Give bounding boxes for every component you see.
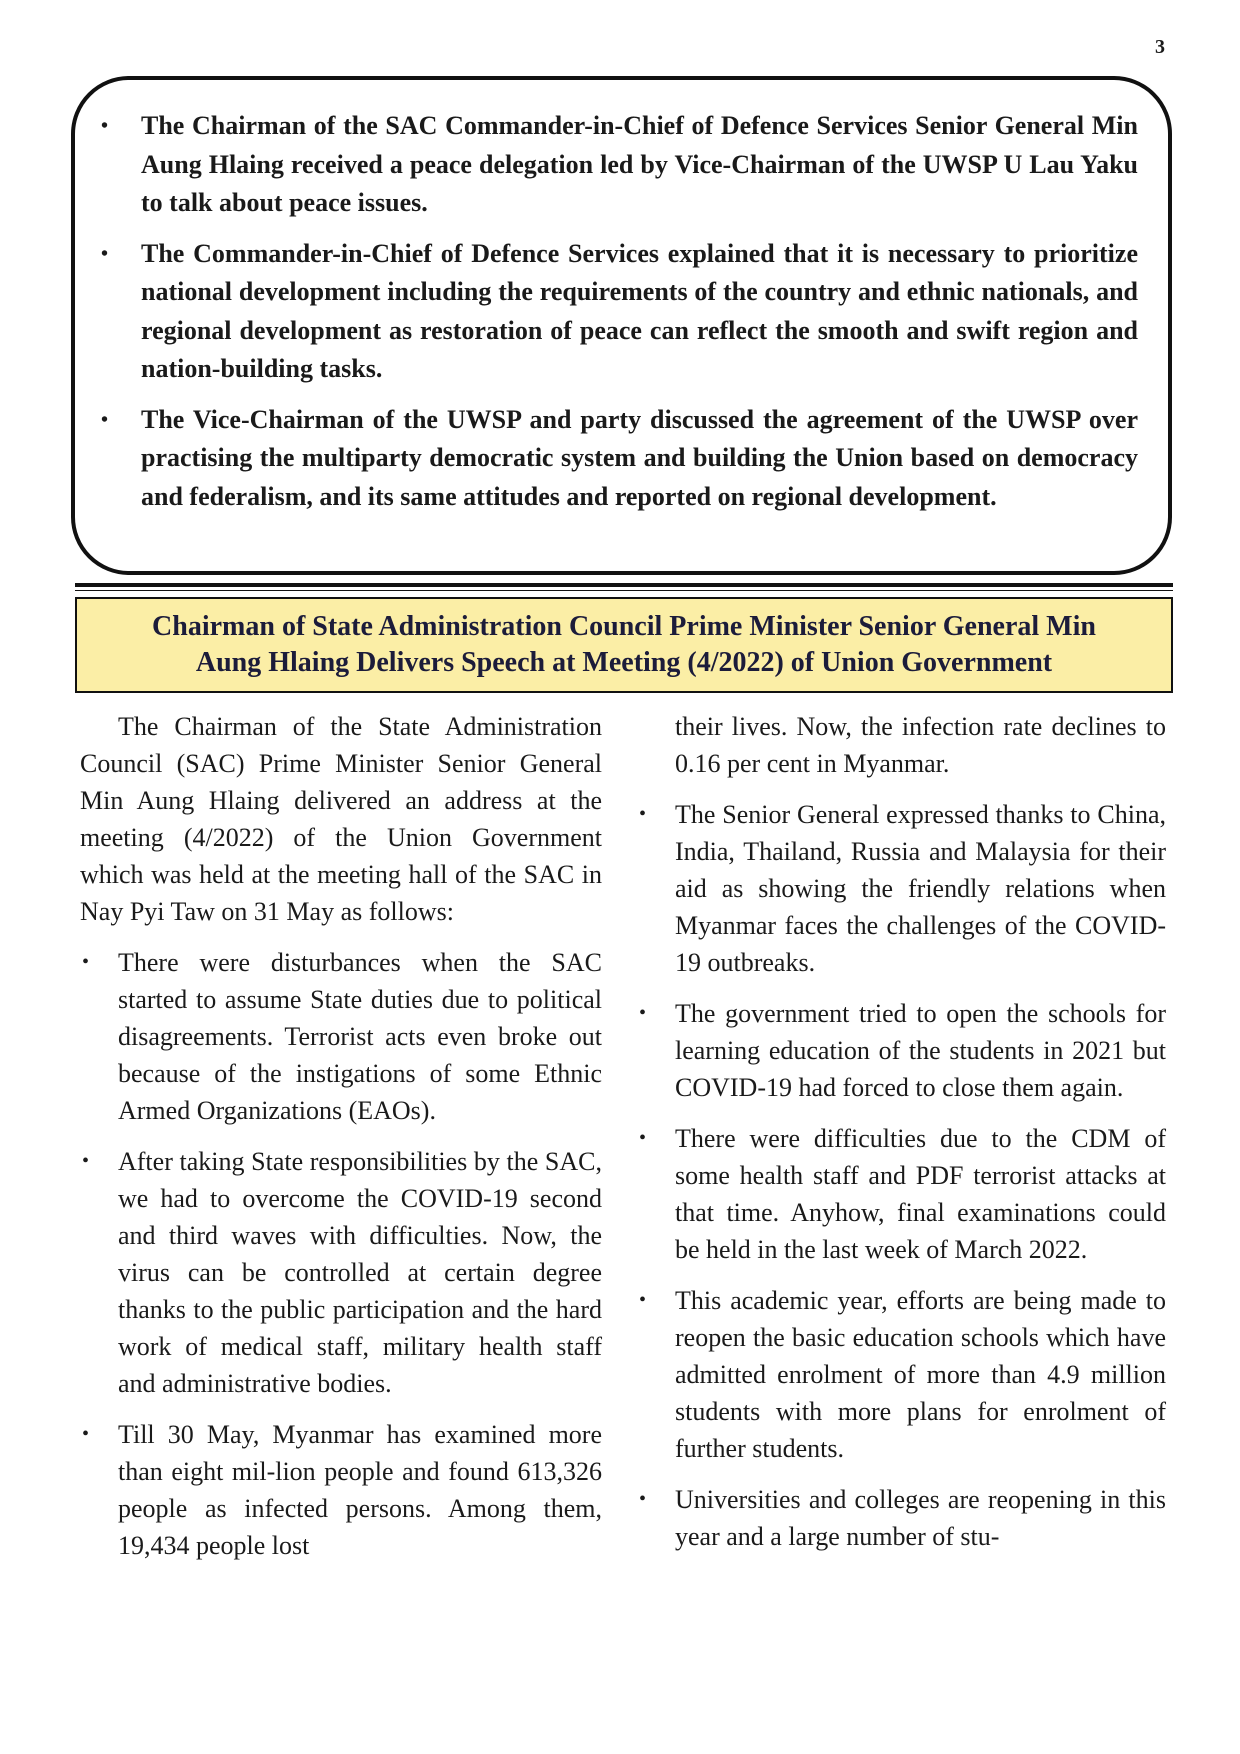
- summary-bullet: [97, 235, 1138, 389]
- bullet-icon: •: [639, 1127, 647, 1149]
- summary-box: [71, 76, 1172, 575]
- bullet-icon: •: [639, 1002, 647, 1024]
- divider-thin: [75, 590, 1173, 591]
- bullet-icon: •: [639, 1289, 647, 1311]
- summary-bullet-text: The Vice-Chairman of the UWSP and party discussed the agreement of the UWSP over practising the multiparty democratic system and building the Union based on democracy and federalism, and its same attitudes and reported on regional development.: [141, 404, 1138, 511]
- list-item-text: Till 30 May, Myanmar has examined more than eight mil-lion people and found 613,326 people as infected persons. Among them, 19,434 people lost: [118, 1420, 602, 1560]
- list-item: [80, 944, 602, 1129]
- list-item: [637, 995, 1166, 1106]
- list-item-text: The government tried to open the schools for learning education of the students in 2021 but COVID-19 had forced to close them again.: [675, 999, 1166, 1102]
- summary-list: [97, 107, 1138, 516]
- left-bullet-list: [80, 944, 602, 1564]
- bullet-icon: •: [82, 1423, 90, 1445]
- summary-bullet: [97, 401, 1138, 517]
- divider-thick: [75, 583, 1173, 587]
- bullet-icon: •: [101, 408, 109, 431]
- list-item: [637, 1481, 1166, 1555]
- list-item: [80, 1143, 602, 1402]
- bullet-icon: •: [639, 1488, 647, 1510]
- article-column-right: [637, 708, 1166, 1569]
- headline-line-2: Aung Hlaing Delivers Speech at Meeting (4/2022) of Union Government: [195, 647, 1053, 678]
- list-item: [80, 1416, 602, 1564]
- article-intro: The Chairman of the State Administration Council (SAC) Prime Minister Senior General Min Aung Hlaing delivered an address at the meeting (4/2022) of the Union Government which was held at the meeting hall of the SAC in Nay Pyi Taw on 31 May as follows:: [80, 712, 602, 926]
- bullet-icon: •: [101, 242, 109, 265]
- list-item-text: There were difficulties due to the CDM of some health staff and PDF terrorist attacks at that time. Anyhow, final examinations could be held in the last week of March 2022.: [675, 1124, 1166, 1264]
- list-item-text: This academic year, efforts are being made to reopen the basic education schools which have admitted enrolment of more than 4.9 million students with more plans for enrolment of further students.: [675, 1286, 1166, 1463]
- summary-bullet-text: The Commander-in-Chief of Defence Services explained that it is necessary to prioritize national development including the requirements of the country and ethnic nationals, and regional development as restoration of peace can reflect the smooth and swift region and nation-building tasks.: [141, 238, 1138, 383]
- list-item-text: Universities and colleges are reopening in this year and a large number of stu-: [675, 1485, 1166, 1551]
- article-continuation: their lives. Now, the infection rate declines to 0.16 per cent in Myanmar.: [675, 712, 1166, 778]
- article-column-left: [80, 708, 602, 1578]
- list-item-text: The Senior General expressed thanks to China, India, Thailand, Russia and Malaysia for their aid as showing the friendly relations when Myanmar faces the challenges of the COVID-19 outbreaks.: [675, 800, 1166, 977]
- headline-box: [75, 597, 1173, 693]
- summary-bullet: [97, 107, 1138, 223]
- bullet-icon: •: [82, 951, 90, 973]
- right-bullet-list: [637, 796, 1166, 1555]
- bullet-icon: •: [639, 803, 647, 825]
- bullet-icon: •: [101, 115, 109, 137]
- page-number: 3: [1155, 36, 1165, 58]
- list-item: [637, 1120, 1166, 1268]
- list-item: [637, 796, 1166, 981]
- list-item-text: After taking State responsibilities by the SAC, we had to overcome the COVID-19 second and third waves with difficulties. Now, the virus can be controlled at certain degree thanks to the public participation and the hard work of medical staff, military health staff and administrative bodies.: [118, 1147, 602, 1398]
- list-item: [637, 1282, 1166, 1467]
- headline: [152, 609, 1096, 681]
- bullet-icon: •: [82, 1150, 90, 1172]
- headline-line-1: Chairman of State Administration Council Prime Minister Senior General Min: [152, 611, 1096, 642]
- list-item-text: There were disturbances when the SAC started to assume State duties due to political disagreements. Terrorist acts even broke out because of the instigations of some Ethnic Armed Organizations (EAOs).: [118, 948, 602, 1125]
- summary-bullet-text: The Chairman of the SAC Commander-in-Chief of Defence Services Senior General Min Aung Hlaing received a peace delegation led by Vice-Chairman of the UWSP U Lau Yaku to talk about peace issues.: [141, 111, 1138, 217]
